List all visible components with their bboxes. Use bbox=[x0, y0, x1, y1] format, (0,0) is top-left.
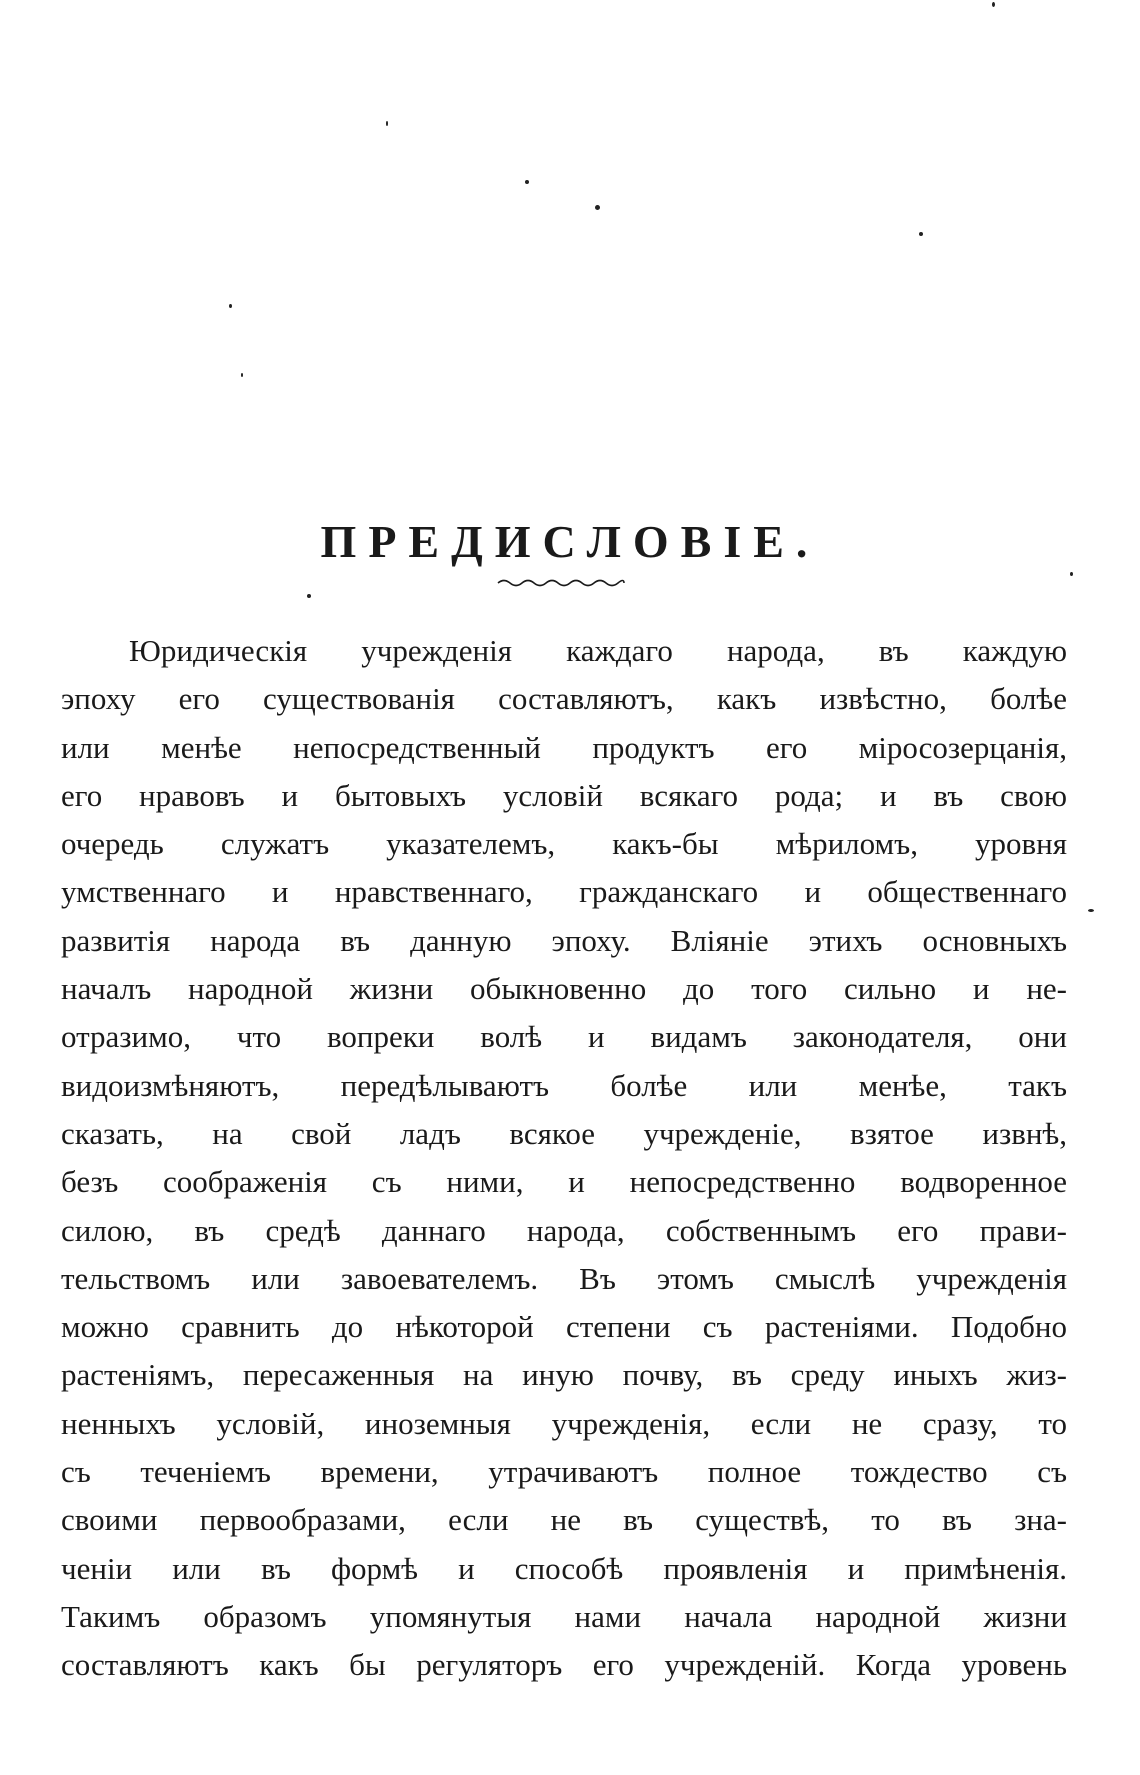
text-line: очередь служатъ указателемъ, какъ-бы мѣриломъ, уровня bbox=[61, 826, 1067, 862]
preface-paragraph bbox=[61, 627, 1067, 1690]
text-line: силою, въ средѣ даннаго народа, собственнымъ его прави- bbox=[61, 1212, 1067, 1248]
scan-speck bbox=[595, 205, 600, 210]
text-line: ченіи или въ формѣ и способѣ проявленія и примѣненія. bbox=[61, 1550, 1067, 1586]
text-line: Юридическія учрежденія каждаго народа, въ каждую bbox=[129, 633, 1067, 668]
text-line: тельствомъ или завоевателемъ. Въ этомъ смыслѣ учрежденія bbox=[61, 1260, 1067, 1296]
text-line: ненныхъ условій, иноземныя учрежденія, если не сразу, то bbox=[61, 1405, 1067, 1441]
text-line: умственнаго и нравственнаго, гражданскаго и общественнаго bbox=[61, 874, 1067, 910]
text-line: отразимо, что вопреки волѣ и видамъ законодателя, они bbox=[61, 1019, 1067, 1055]
text-line: развитія народа въ данную эпоху. Вліяніе этихъ основныхъ bbox=[61, 922, 1067, 958]
text-line: началъ народной жизни обыкновенно до того сильно и не- bbox=[61, 971, 1067, 1007]
scan-speck bbox=[229, 304, 232, 308]
text-line: сказать, на свой ладъ всякое учрежденіе, взятое извнѣ, bbox=[61, 1115, 1067, 1151]
scan-speck bbox=[525, 180, 529, 184]
page-title: ПРЕДИСЛОВІЕ. bbox=[320, 515, 820, 567]
scan-speck bbox=[307, 594, 311, 598]
text-line: своими первообразами, если не въ существѣ, то въ зна- bbox=[61, 1502, 1067, 1538]
text-line: эпоху его существованія составляютъ, какъ извѣстно, болѣе bbox=[61, 681, 1067, 717]
wavy-rule-ornament bbox=[496, 576, 626, 590]
scan-speck bbox=[919, 232, 923, 236]
text-line: или менѣе непосредственный продуктъ его міросозерцанія, bbox=[61, 729, 1067, 765]
scan-speck bbox=[992, 2, 995, 7]
text-line: составляютъ какъ бы регуляторъ его учрежденій. Когда уровень bbox=[61, 1647, 1067, 1683]
text-line: видоизмѣняютъ, передѣлываютъ болѣе или менѣе, такъ bbox=[61, 1067, 1067, 1103]
text-line: его нравовъ и бытовыхъ условій всякаго рода; и въ свою bbox=[61, 777, 1067, 813]
text-line: безъ соображенія съ ними, и непосредственно водворенное bbox=[61, 1164, 1067, 1200]
scan-speck bbox=[241, 373, 243, 377]
text-line: растеніямъ, пересаженныя на иную почву, въ среду иныхъ жиз- bbox=[61, 1357, 1067, 1393]
text-line: можно сравнить до нѣкоторой степени съ растеніями. Подобно bbox=[61, 1309, 1067, 1345]
text-line: съ теченіемъ времени, утрачиваютъ полное тождество съ bbox=[61, 1454, 1067, 1490]
scan-speck bbox=[386, 121, 388, 126]
scan-speck bbox=[1070, 572, 1073, 576]
scan-speck bbox=[1088, 909, 1094, 912]
text-line: Такимъ образомъ упомянутыя нами начала народной жизни bbox=[61, 1598, 1067, 1634]
